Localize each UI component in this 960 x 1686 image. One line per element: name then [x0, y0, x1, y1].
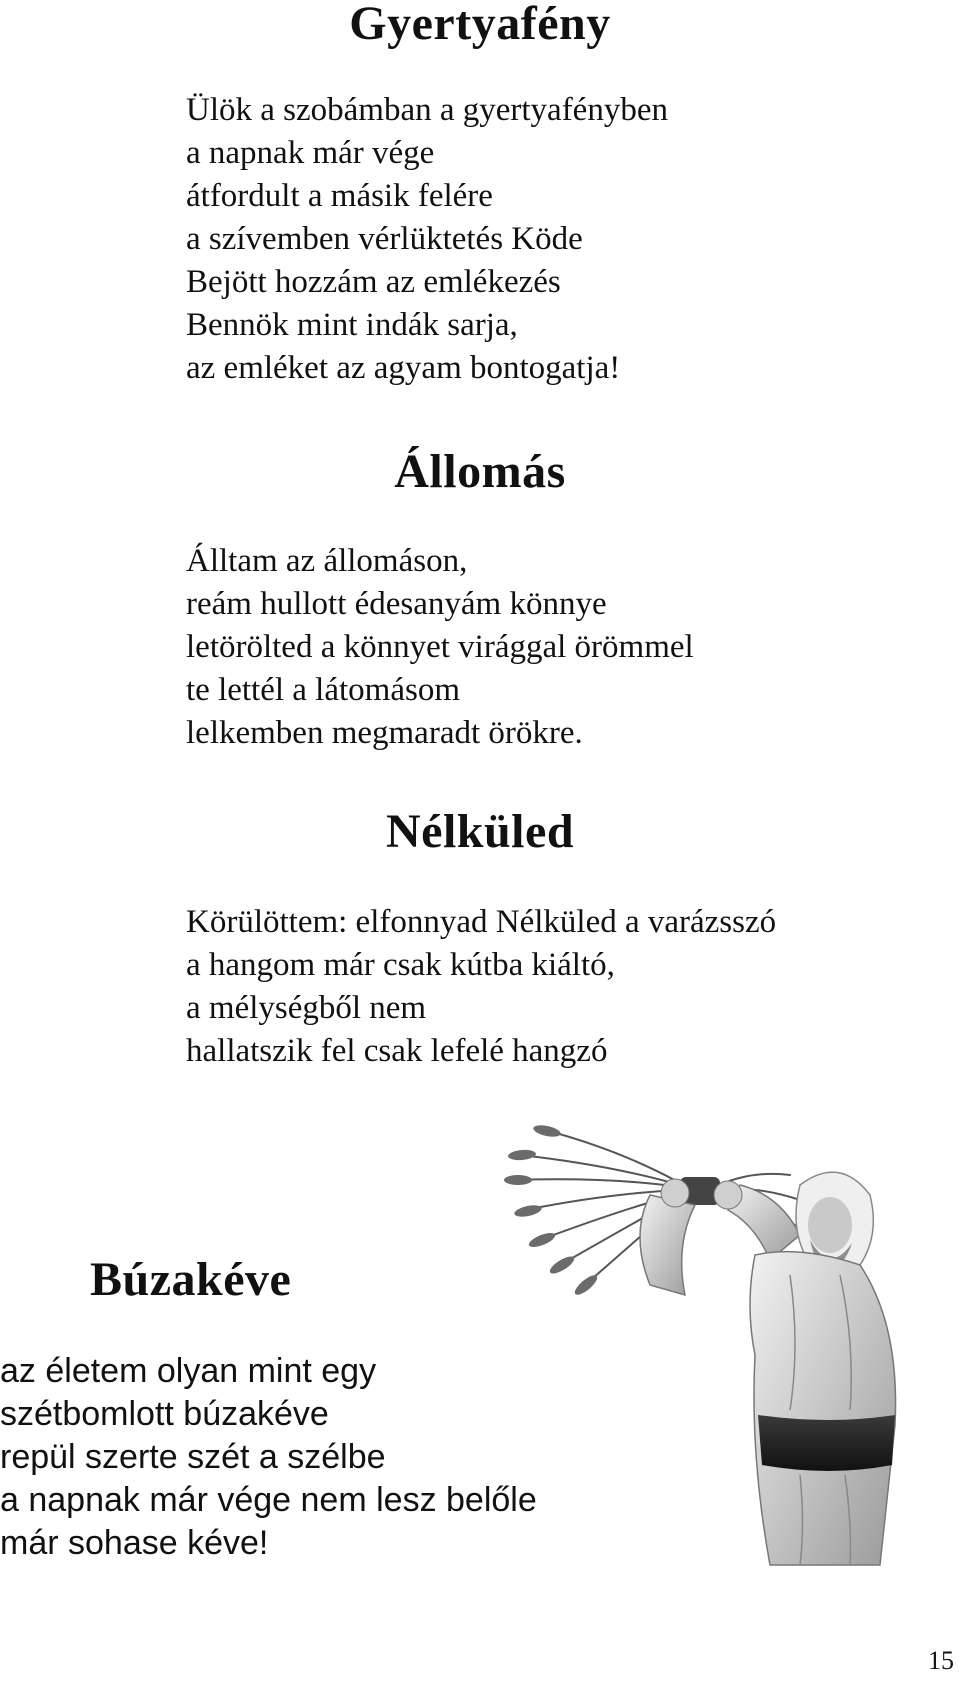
poem-line: hallatszik fel csak lefelé hangzó	[186, 1033, 608, 1069]
poem-line: lelkemben megmaradt örökre.	[186, 715, 583, 751]
poem-title-nelkuled: Nélküled	[385, 805, 575, 858]
poem-line: a napnak már vége nem lesz belőle	[0, 1481, 537, 1519]
poem-title-allomas: Állomás	[394, 445, 566, 498]
poem-line: Bennök mint indák sarja,	[186, 307, 518, 343]
poem-line: a napnak már vége	[186, 135, 435, 171]
poem-body-allomas	[186, 540, 694, 755]
poem-line: Ülök a szobámban a gyertyafényben	[186, 92, 668, 128]
poem-line: Álltam az állomáson,	[186, 543, 468, 579]
poem-line: már sohase kéve!	[0, 1524, 269, 1562]
poem-line: a szívemben vérlüktetés Köde	[186, 221, 583, 257]
poem-line: a mélységből nem	[186, 990, 427, 1026]
poem-line: az életem olyan mint egy	[0, 1352, 377, 1390]
poem-line: reám hullott édesanyám könnye	[186, 586, 607, 622]
poem-line: az emléket az agyam bontogatja!	[186, 350, 621, 386]
poem-line: a hangom már csak kútba kiáltó,	[186, 947, 615, 983]
poem-line: szétbomlott búzakéve	[0, 1395, 329, 1433]
poem-line: te lettél a látomásom	[186, 672, 460, 708]
poem-title-gyertyafeny: Gyertyafény	[349, 0, 611, 50]
poem-line: átfordult a másik felére	[186, 178, 493, 214]
poem-title-buzakeve: Búzakéve	[90, 1253, 292, 1306]
poem-line: Bejött hozzám az emlékezés	[186, 264, 561, 300]
poem-body-gyertyafeny	[186, 89, 668, 390]
wheat-sheaf-man-illustration	[500, 1125, 950, 1575]
page-number: 15	[928, 1646, 954, 1675]
poem-body-nelkuled	[186, 901, 776, 1073]
poem-line: repül szerte szét a szélbe	[0, 1438, 386, 1476]
poem-line: letörölted a könnyet virággal örömmel	[186, 629, 694, 665]
poem-body-buzakeve	[0, 1350, 537, 1565]
poem-line: Körülöttem: elfonnyad Nélküled a varázsszó	[186, 904, 777, 940]
